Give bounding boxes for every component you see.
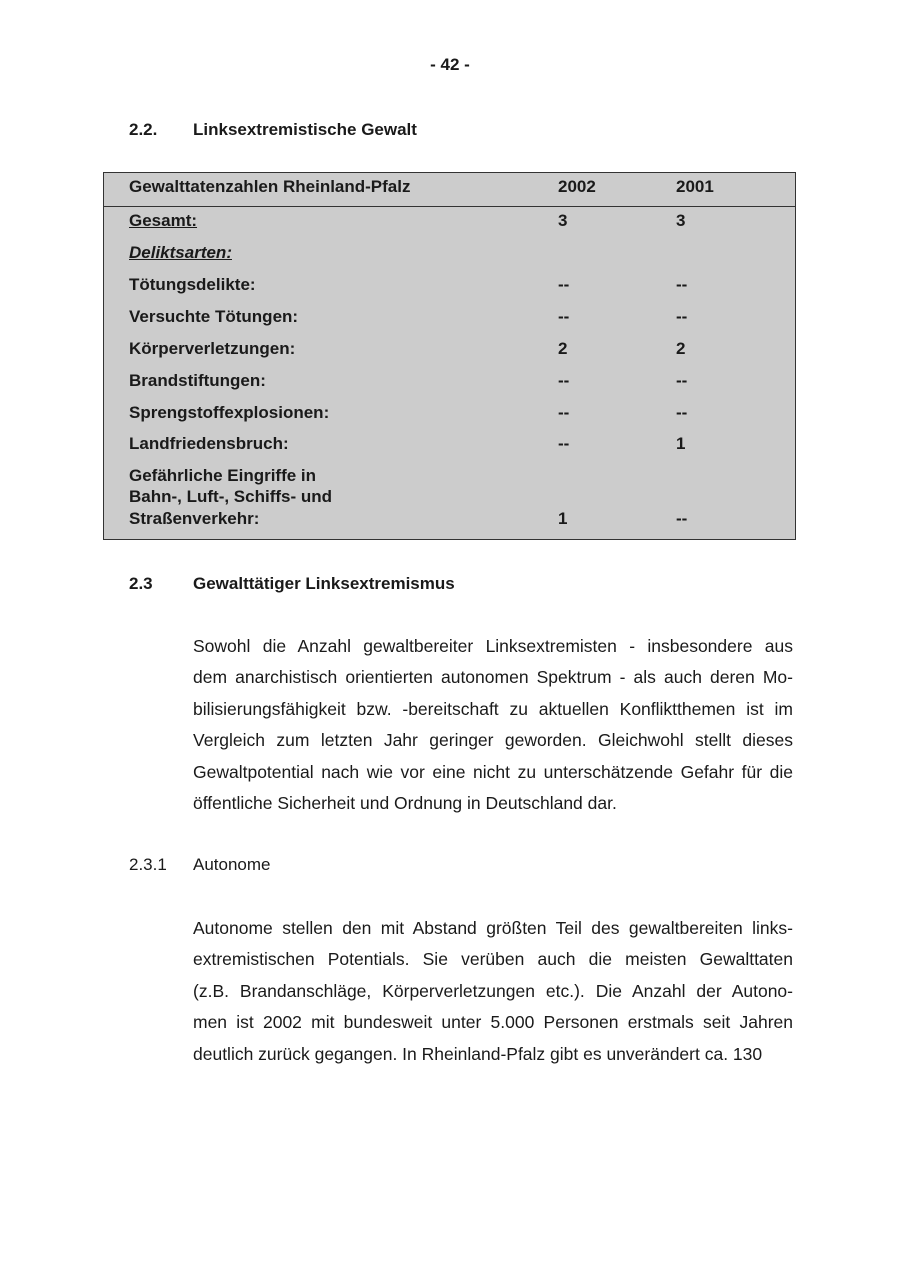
row-value-2002: 2 [558,339,568,358]
section-title: Linksextremistische Gewalt [193,120,417,139]
row-value-2002: 1 [558,509,568,528]
paragraph-line: deutlich zurück gegangen. In Rheinland-Pfalz gibt es unverändert ca. 130 [193,1043,763,1064]
row-value-2001: -- [676,307,688,326]
header-label: Gewalttatenzahlen Rheinland-Pfalz [129,177,411,196]
paragraph-2-3-1 [193,913,793,1070]
row-value-2002: 3 [558,211,568,230]
row-label: Tötungsdelikte: [129,275,256,294]
section-title: Autonome [193,855,271,874]
row-label: Sprengstoffexplosionen: [129,403,330,422]
section-number: 2.2. [129,120,158,139]
row-label: Gesamt: [129,211,198,230]
table-header-row [104,173,795,207]
paragraph-line: (z.B. Brandanschläge, Körperverletzungen etc.). Die Anzahl der Autono- [193,980,793,1001]
paragraph-line: Sowohl die Anzahl gewaltbereiter Linksextremisten - insbesondere aus [193,636,793,656]
paragraph-line: men ist 2002 mit bundesweit unter 5.000 Personen erstmals seit Jahren [193,1012,793,1033]
row-value-2001: -- [676,509,688,528]
paragraph-2-3 [193,631,793,819]
row-value-2002: -- [558,371,570,390]
row-value-2001: 2 [676,339,686,358]
paragraph-line: Vergleich zum letzten Jahr geringer geworden. Gleichwohl stellt dieses [193,730,793,751]
row-label: Versuchte Tötungen: [129,307,299,326]
row-value-2001: 1 [676,434,686,453]
row-label-line: Straßenverkehr: [129,509,260,528]
row-label-line: Gefährliche Eingriffe in [129,466,317,485]
row-value-2002: -- [558,434,570,453]
row-value-2001: -- [676,403,688,422]
paragraph-line: Autonome stellen den mit Abstand größten Teil des gewaltbereiten links- [193,918,793,938]
row-label-line: Bahn-, Luft-, Schiffs- und [129,487,333,506]
row-label: Brandstiftungen: [129,371,266,390]
section-title: Gewalttätiger Linksextremismus [193,574,455,593]
paragraph-line: Gewaltpotential nach wie vor eine nicht zu unterschätzende Gefahr für die [193,761,793,782]
paragraph-line: bilisierungsfähigkeit bzw. -bereitschaft zu aktuellen Konfliktthemen ist im [193,698,793,719]
row-label: Körperverletzungen: [129,339,296,358]
row-value-2002: -- [558,307,570,326]
section-number: 2.3 [129,574,153,593]
section-heading-2-3-1 [129,855,271,875]
section-number: 2.3.1 [129,855,167,874]
row-value-2002: -- [558,403,570,422]
row-value-2001: 3 [676,211,686,230]
paragraph-line: öffentliche Sicherheit und Ordnung in Deutschland dar. [193,792,617,813]
section-heading-2-3 [129,574,455,594]
page-number: - 42 - [430,55,470,74]
section-heading-2-2 [129,120,417,140]
header-2002: 2002 [558,177,596,196]
paragraph-line: dem anarchistisch orientierten autonomen Spektrum - als auch deren Mo- [193,667,793,688]
paragraph-line: extremistischen Potentials. Sie verüben auch die meisten Gewalttaten [193,949,793,970]
row-label: Deliktsarten: [129,243,232,262]
row-value-2002: -- [558,275,570,294]
row-label: Landfriedensbruch: [129,434,289,453]
header-2001: 2001 [676,177,714,196]
violence-statistics-table [103,172,796,540]
row-value-2001: -- [676,371,688,390]
row-value-2001: -- [676,275,688,294]
